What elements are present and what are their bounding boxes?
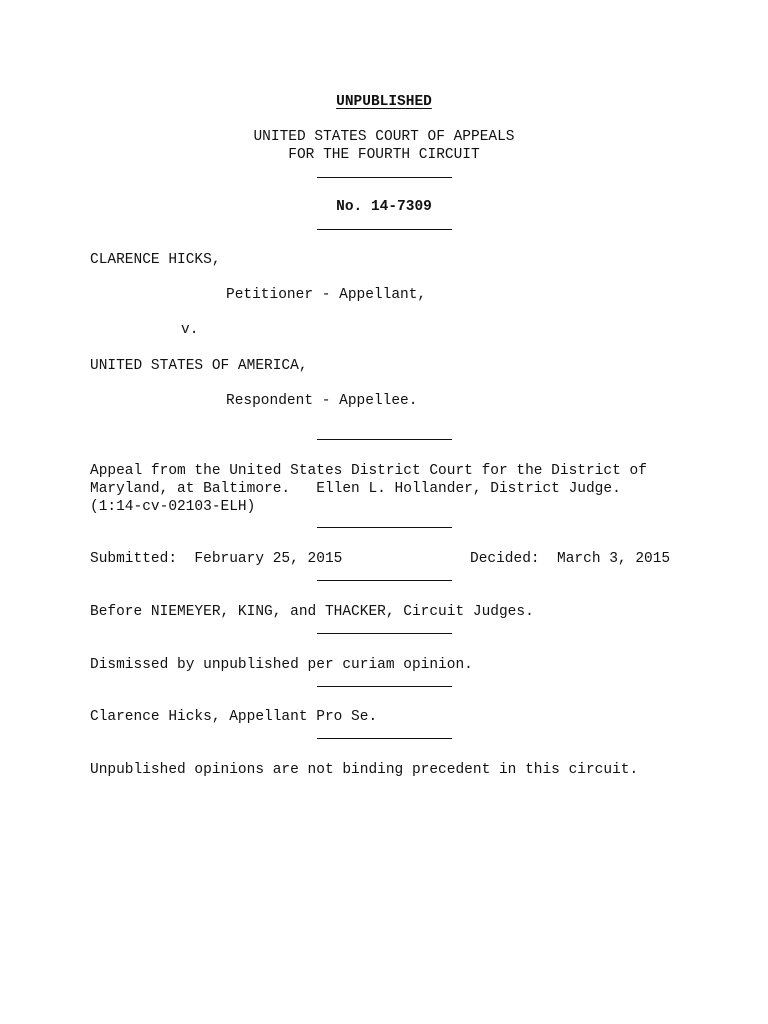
unpublished-heading: UNPUBLISHED	[336, 94, 432, 110]
divider-rule	[317, 229, 452, 230]
submitted-date: Submitted: February 25, 2015	[90, 551, 343, 567]
appeal-line-1: Appeal from the United States District Court for the District of	[90, 463, 647, 479]
versus: v.	[181, 322, 199, 338]
court-name-line-1: UNITED STATES COURT OF APPEALS	[253, 129, 515, 145]
divider-rule	[317, 633, 452, 634]
respondent-name: UNITED STATES OF AMERICA,	[90, 358, 308, 374]
divider-rule	[317, 686, 452, 687]
divider-rule	[317, 527, 452, 528]
appeal-line-3: (1:14-cv-02103-ELH)	[90, 499, 256, 515]
respondent-role: Respondent - Appellee.	[226, 393, 418, 409]
disposition: Dismissed by unpublished per curiam opinion.	[90, 657, 473, 673]
petitioner-role: Petitioner - Appellant,	[226, 287, 427, 303]
divider-rule	[317, 738, 452, 739]
counsel: Clarence Hicks, Appellant Pro Se.	[90, 709, 378, 725]
divider-rule	[317, 580, 452, 581]
panel-judges: Before NIEMEYER, KING, and THACKER, Circuit Judges.	[90, 604, 534, 620]
petitioner-name: CLARENCE HICKS,	[90, 252, 221, 268]
divider-rule	[317, 177, 452, 178]
case-number: No. 14-7309	[336, 199, 432, 215]
court-name-line-2: FOR THE FOURTH CIRCUIT	[288, 147, 480, 163]
precedent-note: Unpublished opinions are not binding precedent in this circuit.	[90, 762, 639, 778]
decided-date: Decided: March 3, 2015	[470, 551, 671, 567]
appeal-line-2: Maryland, at Baltimore. Ellen L. Hollander, District Judge.	[90, 481, 621, 497]
divider-rule	[317, 439, 452, 440]
